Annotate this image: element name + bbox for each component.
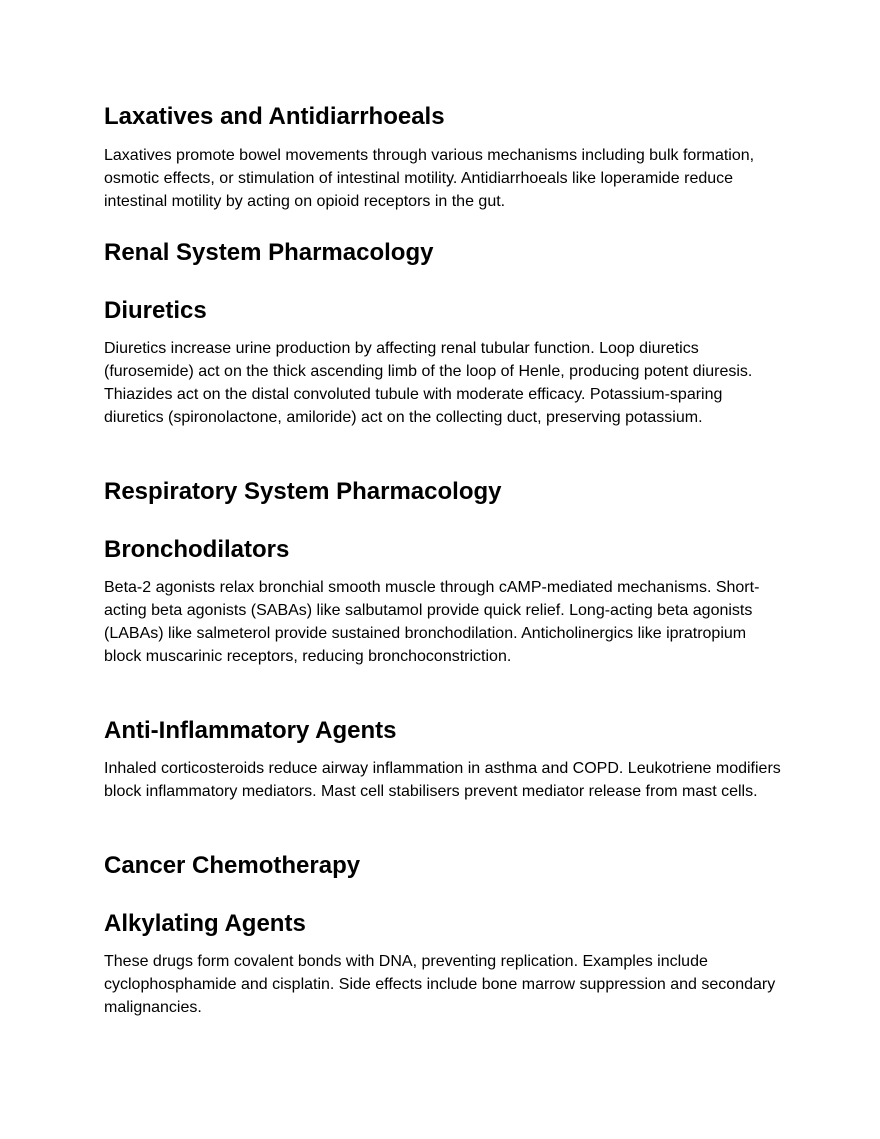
paragraph-bronchodilators: Beta-2 agonists relax bronchial smooth muscle through cAMP-mediated mechanisms. Short-acting beta agonists (SABAs) like salbutamol provide quick relief. Long-acting beta agonists (LABAs) like salmeterol provide sustained bronchodilation. Anticholinergics like ipratropium block muscarinic receptors, reducing bronchoconstriction. [104,579,760,665]
paragraph-diuretics: Diuretics increase urine production by affecting renal tubular function. Loop diuretics (furosemide) act on the thick ascending limb of the loop of Henle, producing potent diuresis. Thiazides act on the distal convoluted tubule with moderate efficacy. Potassium-sparing diuretics (spironolactone, amiloride) act on the collecting duct, preserving potassium. [104,340,753,426]
heading-anti-inflammatory-agents: Anti-Inflammatory Agents [104,717,397,744]
heading-diuretics: Diuretics [104,297,207,324]
heading-renal-system-pharmacology: Renal System Pharmacology [104,239,434,266]
heading-laxatives-antidiarrhoeals: Laxatives and Antidiarrhoeals [104,103,445,130]
heading-alkylating-agents: Alkylating Agents [104,910,306,937]
paragraph-anti-inflammatory-agents: Inhaled corticosteroids reduce airway inflammation in asthma and COPD. Leukotriene modifiers block inflammatory mediators. Mast cell stabilisers prevent mediator release from mast cells. [104,760,781,800]
paragraph-alkylating-agents: These drugs form covalent bonds with DNA, preventing replication. Examples include cyclophosphamide and cisplatin. Side effects include bone marrow suppression and secondary malignancies. [104,953,776,1016]
heading-bronchodilators: Bronchodilators [104,536,290,563]
heading-respiratory-system-pharmacology: Respiratory System Pharmacology [104,478,502,505]
heading-cancer-chemotherapy: Cancer Chemotherapy [104,852,361,879]
paragraph-laxatives-antidiarrhoeals: Laxatives promote bowel movements through various mechanisms including bulk formation, osmotic effects, or stimulation of intestinal motility. Antidiarrhoeals like loperamide reduce intestinal motility by acting on opioid receptors in the gut. [104,147,755,210]
